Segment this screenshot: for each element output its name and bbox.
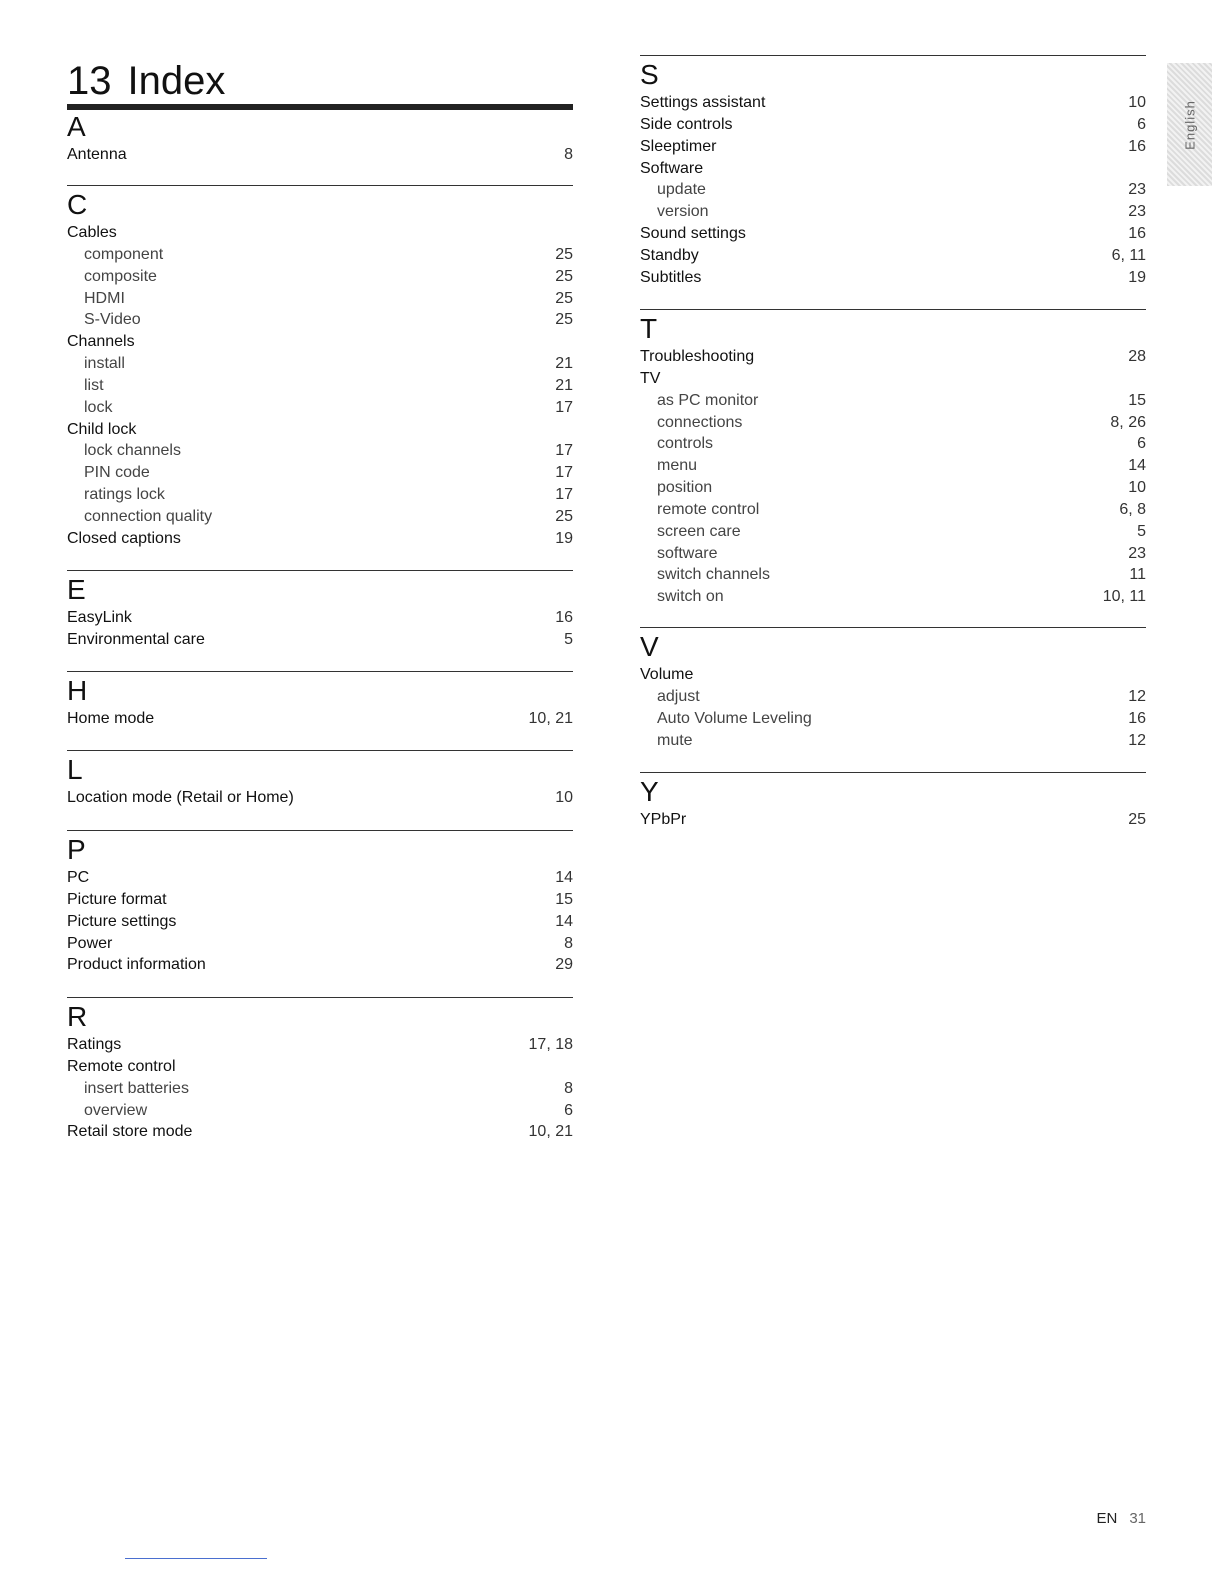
section-divider [67, 997, 573, 998]
section-divider [640, 55, 1146, 56]
index-entry: Picture format 15 [67, 890, 573, 908]
index-subentry: insert batteries 8 [84, 1079, 573, 1097]
index-subentry: composite 25 [84, 267, 573, 285]
index-entry: Retail store mode 10, 21 [67, 1123, 573, 1141]
index-entry: Side controls 6 [640, 115, 1146, 133]
index-section-y [640, 772, 1146, 831]
language-tab [1167, 63, 1212, 186]
index-section-l [67, 750, 573, 809]
index-entry: Settings assistant 10 [640, 94, 1146, 111]
index-entry: Power 8 [67, 934, 573, 952]
index-subentry: PIN code 17 [84, 464, 573, 482]
index-entry: Location mode (Retail or Home) 10 [67, 789, 573, 806]
index-subentry: install 21 [84, 355, 573, 373]
index-entry: EasyLink 16 [67, 609, 573, 626]
index-entry: TV [640, 369, 661, 387]
index-section-h [67, 671, 573, 730]
section-divider [640, 772, 1146, 773]
index-entry: YPbPr 25 [640, 811, 1146, 828]
index-subentry: position 10 [657, 479, 1146, 497]
index-subentry: ratings lock 17 [84, 486, 573, 504]
section-divider [67, 570, 573, 571]
index-section-v [640, 627, 1146, 751]
language-tab-label: English [1182, 99, 1197, 150]
index-entry: Subtitles 19 [640, 268, 1146, 286]
index-subentry: update 23 [657, 181, 1146, 199]
index-subentry: adjust 12 [657, 687, 1146, 705]
index-entry: Ratings 17, 18 [67, 1036, 573, 1053]
index-subentry: version 23 [657, 203, 1146, 221]
index-subentry: component 25 [84, 245, 573, 263]
index-entry: Sound settings 16 [640, 225, 1146, 243]
index-subentry: lock 17 [84, 398, 573, 416]
index-entry: Troubleshooting 28 [640, 348, 1146, 365]
index-entry: Antenna 8 [67, 146, 573, 163]
chapter-title: Index [127, 59, 226, 103]
index-entry: Home mode 10, 21 [67, 710, 573, 727]
index-subentry: screen care 5 [657, 522, 1146, 540]
index-entry: Channels [67, 333, 135, 351]
index-entry: Software [640, 159, 704, 177]
index-section-e [67, 570, 573, 651]
index-subentry: remote control 6, 8 [657, 500, 1146, 518]
section-divider [67, 750, 573, 751]
index-subentry: controls 6 [657, 435, 1146, 453]
index-subentry: mute 12 [657, 731, 1146, 749]
index-subentry: menu 14 [657, 457, 1146, 475]
index-subentry: as PC monitor 15 [657, 391, 1146, 409]
section-letter: E [67, 574, 86, 605]
index-entry: Cables [67, 224, 117, 241]
index-entry: Sleeptimer 16 [640, 137, 1146, 155]
index-section-t [640, 309, 1146, 608]
section-divider [640, 627, 1146, 628]
section-letter: S [640, 59, 659, 90]
index-subentry: HDMI 25 [84, 289, 573, 307]
section-divider [640, 309, 1146, 310]
index-entry: Picture settings 14 [67, 912, 573, 930]
index-subentry: connections 8, 26 [657, 413, 1146, 431]
section-divider [67, 185, 573, 186]
section-letter: V [640, 631, 659, 662]
section-divider [67, 671, 573, 672]
index-entry: Product information 29 [67, 956, 573, 974]
index-entry: PC 14 [67, 869, 573, 886]
section-letter: A [67, 111, 86, 142]
index-subentry: switch on 10, 11 [657, 588, 1146, 606]
index-subentry: connection quality 25 [84, 507, 573, 525]
footer-language: EN [1096, 1510, 1118, 1527]
index-subentry: software 23 [657, 544, 1146, 562]
index-section-c [67, 185, 573, 550]
index-section-r [67, 997, 573, 1143]
index-subentry: list 21 [84, 376, 573, 394]
index-subentry: Auto Volume Leveling 16 [657, 709, 1146, 727]
section-letter: P [67, 834, 86, 865]
index-subentry: overview 6 [84, 1101, 573, 1119]
section-letter: C [67, 189, 88, 220]
index-entry: Environmental care 5 [67, 630, 573, 648]
section-letter: L [67, 754, 83, 785]
index-entry: Standby 6, 11 [640, 246, 1146, 264]
index-entry: Closed captions 19 [67, 529, 573, 547]
chapter-number: 13 [67, 59, 112, 103]
bottom-divider [125, 1558, 267, 1559]
index-section-s [640, 55, 1146, 289]
section-divider [67, 830, 573, 831]
index-entry: Child lock [67, 420, 137, 438]
index-section-a [67, 112, 573, 166]
section-letter: R [67, 1001, 88, 1032]
section-letter: H [67, 675, 88, 706]
page-title [67, 58, 573, 110]
section-letter: Y [640, 776, 659, 807]
index-subentry: switch channels 11 [657, 566, 1146, 584]
index-entry: Volume [640, 666, 694, 683]
section-letter: T [640, 313, 658, 344]
index-entry: Remote control [67, 1057, 176, 1075]
page-footer [1096, 1510, 1146, 1527]
index-subentry: S-Video 25 [84, 311, 573, 329]
index-section-p [67, 830, 573, 976]
index-subentry: lock channels 17 [84, 442, 573, 460]
page-number: 31 [1129, 1510, 1146, 1527]
